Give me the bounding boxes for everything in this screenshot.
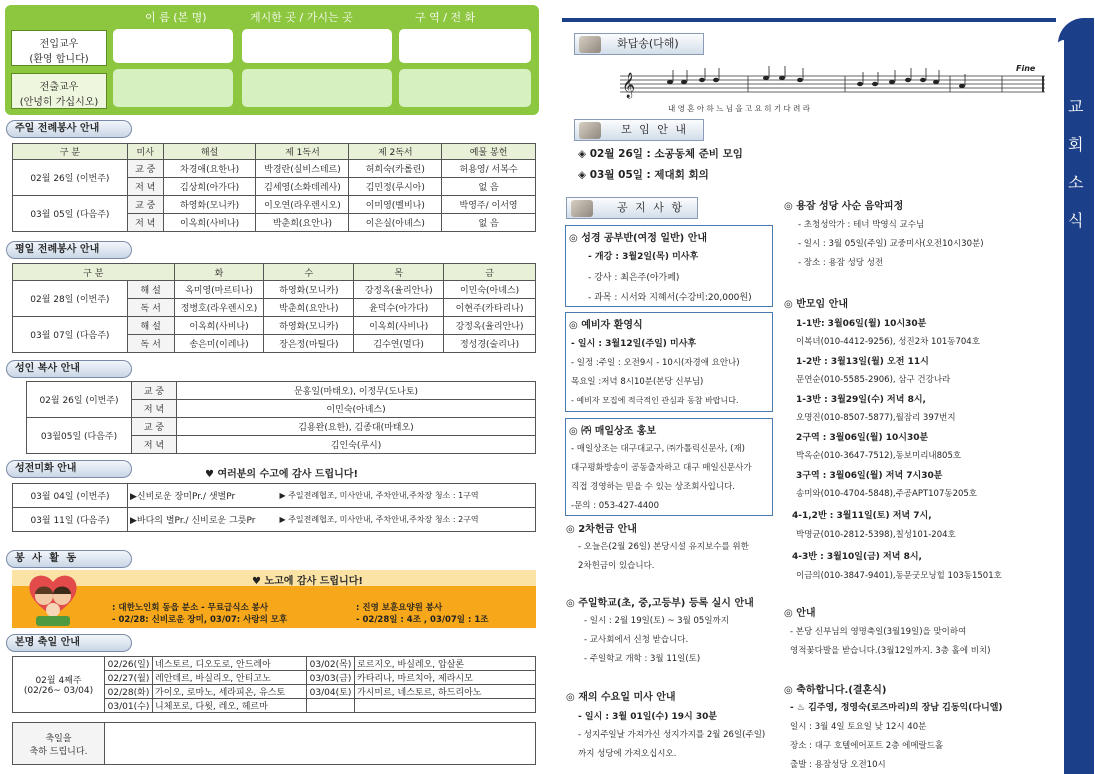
hymn-bar: 화답송(다해)	[574, 33, 704, 55]
service-thanks: ♥ 노고에 감사 드립니다!	[252, 576, 363, 587]
service-left-1: : 대한노인회 동읍 분소 - 무료급식소 봉사	[112, 603, 269, 613]
table-row: 03/01(수) 니체포로, 다윗, 레오, 헤르마	[13, 699, 536, 713]
meeting-item-1: ◈ 02월 26일 : 소공동체 준비 모임	[578, 148, 743, 160]
priest-portrait-icon	[579, 122, 601, 139]
table-row: 03월 07일 (다음주) 해 설 이옥희(사비나) 하영화(모니카) 이옥희(사비나) 강정옥(율리안나)	[13, 317, 536, 335]
notice-school-head: ◎ 주일학교(초, 중,고등부) 등록 실시 안내	[566, 598, 754, 609]
incoming-name-field[interactable]	[113, 29, 233, 63]
svg-text:𝄞: 𝄞	[622, 73, 636, 98]
table-row: 저 녁 이옥희(사비나) 박춘희(요안나) 이은실(아녜스) 없 음	[13, 214, 536, 232]
hymn-lyrics: 내 영 혼 아 하 느 님 을 고 요 히 기 다 려 라	[668, 104, 811, 113]
notice-ban-head: ◎ 반모임 안내	[784, 299, 848, 310]
header-name: 이 름 (본 명)	[145, 11, 207, 24]
notice-sangjo: ◎ ㈜ 매일상조 홍보 - 매일상조는 대구대교구, ㈜가톨릭신문사, (재) 대구평화방송이 공동출자하고 대구 매일신문사가 직접 경영하는 믿을 수 있는 상조회사입니다. -문의 : 053-427-4400	[565, 418, 773, 516]
adult-table	[26, 381, 536, 454]
table-row: 03월 04일 (이번주) ▶신비로운 장미Pr./ 샛별Pr ▶ 주일전례협조, 미사안내, 주차안내,주차장 청소 : 1구역	[13, 484, 536, 508]
service-right-2: - 02/28일 : 4조 , 03/07일 : 1조	[356, 615, 489, 625]
table-row: 02월 28일 (이번주) 해 설 옥미영(마르티나) 하영화(모니카) 강정옥(율리안나) 이민숙(아녜스)	[13, 281, 536, 299]
feast-bless-table: 축일을 축하 드립니다.	[12, 722, 536, 765]
adult-title: 성인 복사 안내	[6, 360, 132, 378]
incoming-place-field[interactable]	[242, 29, 392, 63]
notice-wedding-head: ◎ 축하합니다.(결혼식)	[784, 685, 887, 696]
table-row: 03월05일 (다음주) 교 중 김용완(요한), 김종대(마태오)	[27, 418, 536, 436]
sunday-table: 구 분 미사 해설 제 1독서 제 2독서 예물 봉헌 02월 26일 (이번주) 교 중 차경애(요한나) 박경란(실비스테르) 허희숙(카롤린) 허용영/ 서복수 저 녁 김상희(아가다) 김세영(소화데레사) 김민정(루시아) 없 음 03월 05일 (다음주) 교 중 하영화(모니카) 이오연(라우렌시오) 이미영(벨비나) 박영주/ 이서영 저 녁 이옥희(사비나) 박춘희(요안나) 이은실(아녜스) 없 음	[12, 143, 536, 232]
header-place: 게시한 곳 / 가시는 곳	[250, 11, 353, 24]
incoming-label: 전입교우 (환영 합니다)	[11, 30, 107, 66]
notice-catechumen: ◎ 예비자 환영식 - 일시 : 3월12일(주일) 미사후 - 일정 :주일 : 오전9시 - 10시(자경애 요안나) 목요일 :저녁 8시10분(본당 신부님) - 예비자 모집에 적극적인 관심과 동참 바랍니다.	[565, 312, 773, 412]
table-row: 03월 11일 (다음주) ▶바다의 별Pr./ 신비로운 그릇Pr ▶ 주일전례협조, 미사안내, 주차안내,주차장 청소 : 2구역	[13, 508, 536, 532]
priest-portrait-icon	[579, 36, 601, 53]
meeting-bar: 모 임 안 내	[574, 119, 704, 141]
meeting-item-2: ◈ 03월 05일 : 제대회 회의	[578, 169, 709, 181]
priest-portrait-icon	[571, 200, 593, 217]
service-title: 봉 사 활 동	[6, 550, 132, 568]
outgoing-place-field[interactable]	[242, 69, 392, 107]
hymn-score	[620, 62, 1045, 102]
beauty-title: 성전미화 안내	[6, 460, 132, 478]
table-row: 02월 26일 (이번주) 교 중 차경애(요한나) 박경란(실비스테르) 허희숙(카롤린) 허용영/ 서복수	[13, 160, 536, 178]
newcomer-box	[5, 5, 539, 115]
service-box	[12, 570, 536, 628]
family-illustration-icon	[24, 572, 82, 626]
outgoing-area-field[interactable]	[399, 69, 531, 107]
outgoing-name-field[interactable]	[113, 69, 233, 107]
top-rule	[562, 18, 1056, 22]
notice-concert-head: ◎ 용잠 성당 사순 음악피정	[784, 201, 904, 212]
table-row: 02/28(화) 가이오, 로마노, 세라피온, 유스토 03/04(토) 가시미르, 네스토르, 하드리아노	[13, 685, 536, 699]
table-row: 저 녁 김인숙(루시)	[27, 436, 536, 454]
table-row: 독 서 송은미(이레나) 장은정(마틸다) 김수연(멀다) 정성경(술리나)	[13, 335, 536, 353]
feast-title: 본명 축일 안내	[6, 634, 132, 652]
incoming-area-field[interactable]	[399, 29, 531, 63]
table-row: 저 녁 김상희(아가다) 김세영(소화데레사) 김민정(루시아) 없 음	[13, 178, 536, 196]
notice-bar: 공 지 사 항	[566, 197, 698, 219]
hymn-fine: Fine	[1016, 64, 1036, 73]
notice-guide-head: ◎ 안내	[784, 608, 816, 619]
feast-table	[12, 656, 536, 713]
beauty-thanks: ♥ 여러분의 수고에 감사 드립니다!	[205, 469, 359, 480]
header-area: 구 역 / 전 화	[415, 11, 476, 24]
table-row: 저 녁 이민숙(아녜스)	[27, 400, 536, 418]
table-row: 독 서 정병호(라우렌시오) 박춘희(요안나) 윤덕수(아가다) 이현주(카타리나)	[13, 299, 536, 317]
beauty-table	[12, 483, 536, 532]
service-left-2: - 02/28: 신비로운 장미, 03/07: 사랑의 모후	[112, 615, 288, 625]
weekday-title: 평일 전례봉사 안내	[6, 241, 132, 259]
notice-ash-head: ◎ 재의 수요일 미사 안내	[566, 692, 676, 703]
weekday-table: 구 분 화 수 목 금 02월 28일 (이번주) 해 설 옥미영(마르티나) 하영화(모니카) 강정옥(율리안나) 이민숙(아녜스) 독 서 정병호(라우렌시오) 박춘희(요안나) 윤덕수(아가다) 이현주(카타리나) 03월 07일 (다음주) 해 설 이옥희(사비나) 하영화(모니카) 이옥희(사비나) 강정옥(율리안나) 독 서 송은미(이레나) 장은정(마틸다) 김수연(멀다) 정성경(술리나)	[12, 263, 536, 353]
notice-bible: ◎ 성경 공부반(여정 일반) 안내 - 개강 : 3월2일(목) 미사후 - 강사 : 최은주(아가페) - 과목 : 시서와 지혜서(수강비:20,000원)	[565, 225, 773, 307]
side-tab: 교 회 소 식	[1058, 18, 1094, 774]
outgoing-label: 전출교우 (안녕히 가십시오)	[11, 73, 107, 109]
notice-second-head: ◎ 2차헌금 안내	[566, 524, 637, 535]
service-right-1: : 진영 보훈요양원 봉사	[356, 603, 443, 613]
table-row: 03월 05일 (다음주) 교 중 하영화(모니카) 이오연(라우렌시오) 이미영(벨비나) 박영주/ 이서영	[13, 196, 536, 214]
table-row: 02/27(월) 레안데르, 바실리오, 안티고노 03/03(금) 카타리나, 마르치아, 제라시모	[13, 671, 536, 685]
table-row: 02월 26일 (이번주) 교 중 문홍일(마태오), 이정무(도나토)	[27, 382, 536, 400]
table-row: 02월 4째주 (02/26~ 03/04) 02/26(일) 네스토르, 디오도로, 안드레아 03/02(목) 로르지오, 바실레오, 압살론	[13, 657, 536, 671]
sunday-title: 주일 전례봉사 안내	[6, 120, 132, 138]
